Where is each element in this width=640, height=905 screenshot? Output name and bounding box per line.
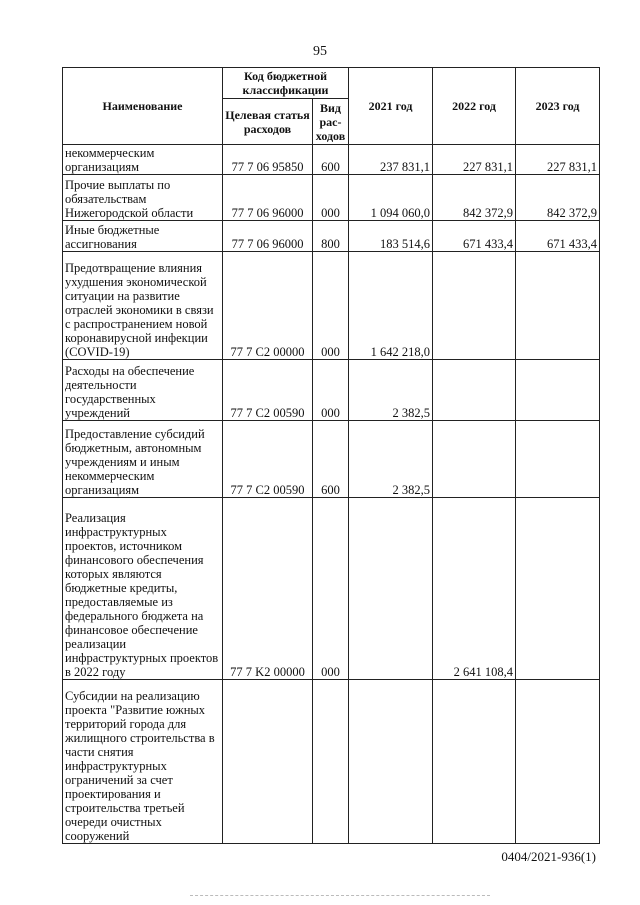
- row-type: 000: [313, 175, 349, 221]
- page-number: 95: [313, 44, 327, 59]
- row-code: 77 7 06 96000: [223, 221, 313, 252]
- row-code: 77 7 06 96000: [223, 175, 313, 221]
- row-type: 600: [313, 421, 349, 498]
- row-2023: [516, 360, 600, 421]
- table-row: [63, 221, 600, 252]
- row-2021: [349, 680, 433, 844]
- scan-artifact-line: [190, 895, 490, 898]
- row-type: 000: [313, 252, 349, 360]
- row-2023: [516, 421, 600, 498]
- row-2022: [433, 360, 516, 421]
- row-2023: [516, 498, 600, 680]
- row-2022: 842 372,9: [433, 175, 516, 221]
- row-name: Субсидии на реализацию проекта "Развитие южных территорий города для жилищного строительства в части снятия инфраструктурных ограничений за счет проектирования и строительства третьей очереди очистных сооружений: [63, 680, 223, 844]
- header-code-group: Код бюджетной классификации: [223, 68, 349, 99]
- header-2023: 2023 год: [516, 68, 600, 145]
- header-2022: 2022 год: [433, 68, 516, 145]
- document-code: 0404/2021-936(1): [501, 849, 596, 864]
- table-row: [63, 360, 600, 421]
- row-name: Предоставление субсидий бюджетным, автономным учреждениям и иным некоммерческим организациям: [63, 421, 223, 498]
- row-code: 77 7 C2 00000: [223, 252, 313, 360]
- table-row: [63, 680, 600, 844]
- table-row: [63, 498, 600, 680]
- row-name: Предотвращение влияния ухудшения экономической ситуации на развитие отраслей экономики в связи с распространением новой коронавирусной инфекции (COVID-19): [63, 252, 223, 360]
- row-type: 000: [313, 498, 349, 680]
- row-2021: 2 382,5: [349, 421, 433, 498]
- row-code: [223, 680, 313, 844]
- row-2021: 183 514,6: [349, 221, 433, 252]
- row-2023: 671 433,4: [516, 221, 600, 252]
- header-target-article: Целевая статья расходов: [223, 99, 313, 145]
- header-expense-type: Вид рас-ходов: [313, 99, 349, 145]
- header-2021: 2021 год: [349, 68, 433, 145]
- table-row: [63, 175, 600, 221]
- row-code: 77 7 C2 00590: [223, 421, 313, 498]
- row-code: 77 7 K2 00000: [223, 498, 313, 680]
- row-2021: [349, 498, 433, 680]
- row-2022: [433, 680, 516, 844]
- row-2022: [433, 252, 516, 360]
- row-2022: [433, 421, 516, 498]
- table-row: [63, 145, 600, 175]
- row-2021: 237 831,1: [349, 145, 433, 175]
- row-code: 77 7 C2 00590: [223, 360, 313, 421]
- row-name: Реализация инфраструктурных проектов, источником финансового обеспечения которых являются бюджетные кредиты, предоставляемые из федерального бюджета на финансовое обеспечение реализации инфраструктурных проектов в 2022 году: [63, 498, 223, 680]
- row-2021: 1 094 060,0: [349, 175, 433, 221]
- row-name: Прочие выплаты по обязательствам Нижегородской области: [63, 175, 223, 221]
- row-type: 800: [313, 221, 349, 252]
- row-type: 600: [313, 145, 349, 175]
- row-name: Расходы на обеспечение деятельности государственных учреждений: [63, 360, 223, 421]
- row-2023: 842 372,9: [516, 175, 600, 221]
- row-2023: 227 831,1: [516, 145, 600, 175]
- row-2023: [516, 252, 600, 360]
- table-row: [63, 421, 600, 498]
- row-2022: 2 641 108,4: [433, 498, 516, 680]
- row-type: 000: [313, 360, 349, 421]
- row-name: Иные бюджетные ассигнования: [63, 221, 223, 252]
- budget-table: [62, 67, 600, 844]
- row-2021: 2 382,5: [349, 360, 433, 421]
- row-name: некоммерческим организациям: [63, 145, 223, 175]
- row-2022: 671 433,4: [433, 221, 516, 252]
- row-type: [313, 680, 349, 844]
- row-2022: 227 831,1: [433, 145, 516, 175]
- header-name: Наименование: [63, 68, 223, 145]
- row-code: 77 7 06 95850: [223, 145, 313, 175]
- row-2021: 1 642 218,0: [349, 252, 433, 360]
- row-2023: [516, 680, 600, 844]
- table-row: [63, 252, 600, 360]
